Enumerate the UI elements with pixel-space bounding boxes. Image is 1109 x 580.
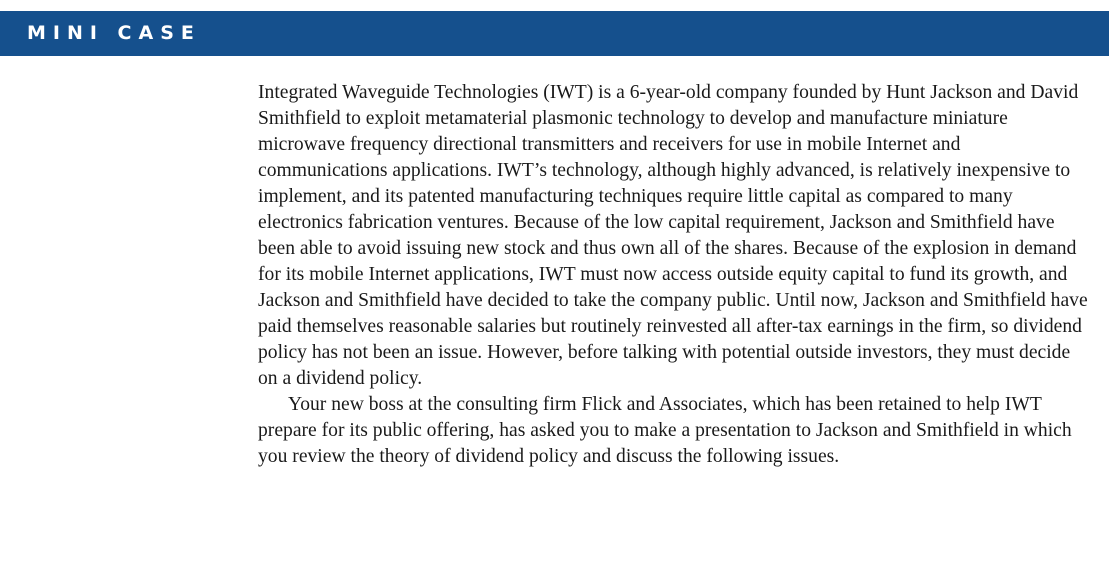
case-paragraph-assignment: Your new boss at the consulting firm Flick and Associates, which has been retained to help IWT prepare for its public offering, has asked you to make a presentation to Jackson and Smithfield in which you review the theory of dividend policy and discuss the following issues. [258,394,1072,467]
section-title: MINI CASE [27,22,201,44]
section-header-banner [0,11,1109,56]
case-body [258,80,1088,470]
case-paragraph-intro: Integrated Waveguide Technologies (IWT) is a 6-year-old company founded by Hunt Jackson and David Smithfield to exploit metamaterial plasmonic technology to develop and manufacture miniature microwave frequency directional transmitters and receivers for use in mobile Internet and communications applications. IWT’s technology, although highly advanced, is relatively inexpensive to implement, and its patented manufacturing techniques require little capital as compared to many electronics fabrication ventures. Because of the low capital requirement, Jackson and Smithfield have been able to avoid issuing new stock and thus own all of the shares. Because of the explosion in demand for its mobile Internet applications, IWT must now access outside equity capital to fund its growth, and Jackson and Smithfield have decided to take the company public. Until now, Jackson and Smithfield have paid themselves reasonable salaries but routinely reinvested all after-tax earnings in the firm, so dividend policy has not been an issue. However, before talking with potential outside investors, they must decide on a dividend policy. [258,82,1088,389]
